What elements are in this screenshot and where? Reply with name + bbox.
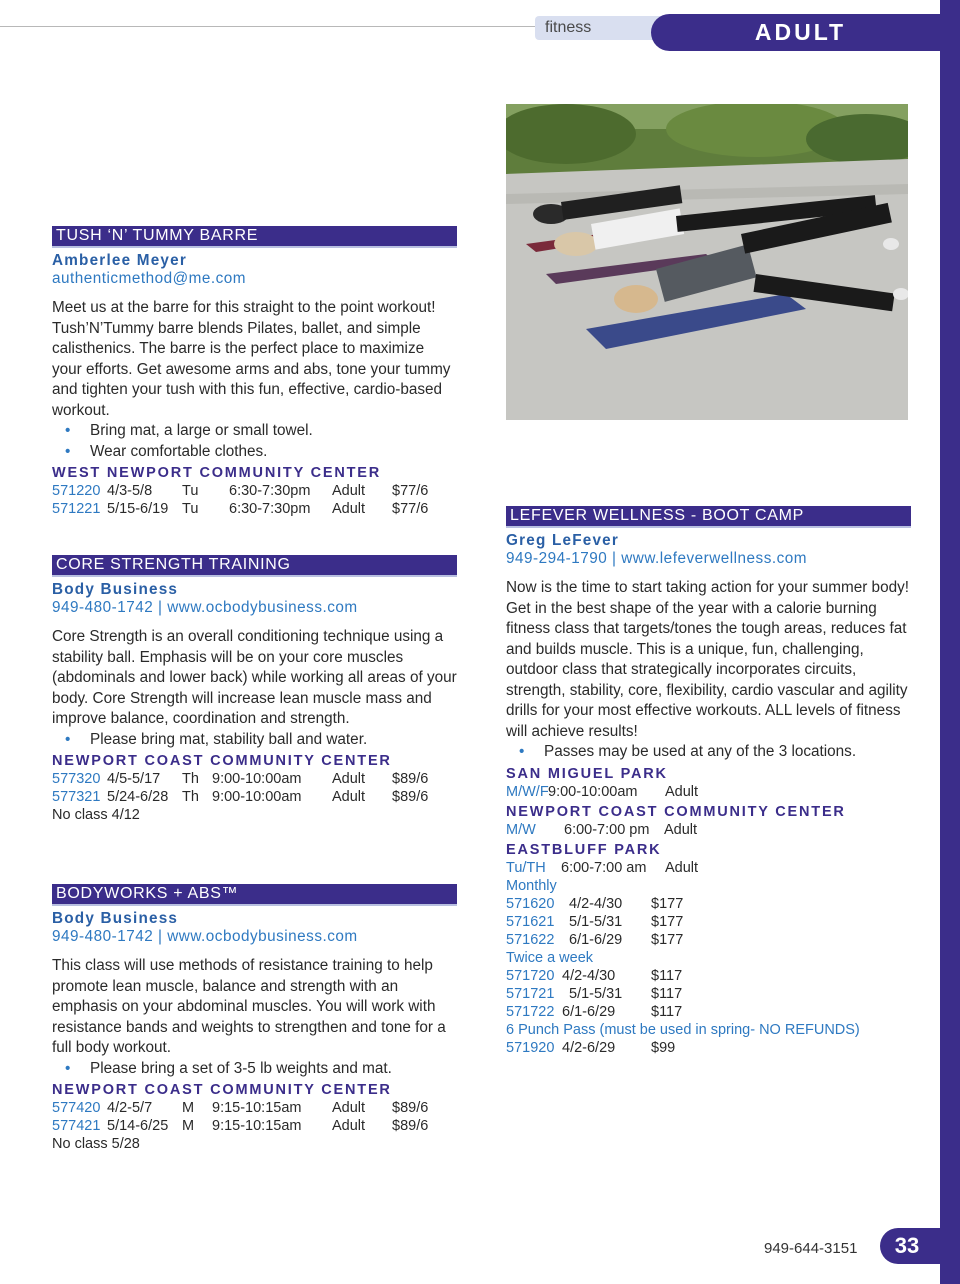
- class-fee: $89/6: [392, 1118, 429, 1134]
- tush-section: [52, 226, 457, 518]
- class-fee: $77/6: [392, 501, 429, 517]
- class-fee: $89/6: [392, 1100, 429, 1116]
- class-dates: 6/1-6/29: [569, 931, 623, 948]
- class-time: 9:00-10:00am: [212, 789, 302, 805]
- class-fee: $177: [651, 913, 684, 930]
- class-age: Adult: [332, 501, 366, 517]
- class-age: Adult: [332, 1100, 366, 1116]
- pricing-row: [506, 967, 911, 985]
- location-days: M/W: [506, 821, 536, 838]
- pricing-label: 6 Punch Pass (must be used in spring- NO REFUNDS): [506, 1021, 860, 1038]
- bullet-item: • Bring mat, a large or small towel.: [52, 421, 457, 442]
- section-title: LEFEVER WELLNESS - BOOT CAMP: [506, 506, 911, 528]
- class-time: 6:30-7:30pm: [229, 483, 311, 499]
- class-dates: 4/2-6/29: [562, 1039, 616, 1056]
- schedule-row: [52, 1117, 457, 1135]
- right-edge-bar: [940, 0, 960, 1284]
- class-code: 571720: [506, 967, 555, 984]
- location-age: Adult: [665, 783, 699, 800]
- location-name: EASTBLUFF PARK: [506, 841, 662, 858]
- location-schedule: [506, 783, 911, 801]
- class-dates: 5/14-6/25: [107, 1118, 169, 1134]
- location-age: Adult: [665, 859, 699, 876]
- section-title: BODYWORKS + ABS™: [52, 884, 457, 906]
- class-code: 571920: [506, 1039, 555, 1056]
- class-day: M: [182, 1100, 195, 1116]
- schedule-row: [52, 500, 457, 518]
- class-code: 571620: [506, 895, 555, 912]
- contact-info[interactable]: 949-294-1790 | www.lefeverwellness.com: [506, 550, 808, 567]
- schedule-row: [52, 788, 457, 806]
- description: Now is the time to start taking action for your summer body! Get in the best shape of the year with a calorie burning fitness class that targets/tones the tough areas, reduces fat and builds muscle. This is a unique, fun, challenging, outdoor class that strategically incorporates circuits, strength, stability, core, flexibility, cardio vascular and agility drills for your most effective workouts. ALL levels of fitness will achieve results!: [506, 579, 909, 740]
- class-code: 571621: [506, 913, 555, 930]
- class-note: No class 4/12: [52, 807, 140, 823]
- section-title: CORE STRENGTH TRAINING: [52, 555, 457, 577]
- contact-info[interactable]: authenticmethod@me.com: [52, 270, 247, 287]
- location-time: 6:00-7:00 am: [561, 859, 647, 876]
- pricing-label: Twice a week: [506, 949, 594, 966]
- class-note: No class 5/28: [52, 1136, 140, 1152]
- class-dates: 5/15-6/19: [107, 501, 169, 517]
- class-code: 577320: [52, 771, 101, 787]
- class-time: 6:30-7:30pm: [229, 501, 311, 517]
- location-time: 6:00-7:00 pm: [564, 821, 650, 838]
- bullet-item: • Please bring mat, stability ball and water.: [52, 730, 457, 751]
- class-dates: 5/1-5/31: [569, 985, 623, 1002]
- class-age: Adult: [332, 483, 366, 499]
- schedule-row: [52, 1099, 457, 1117]
- location-days: M/W/F: [506, 783, 549, 800]
- lefever-section: [506, 506, 911, 1057]
- description: Core Strength is an overall conditioning technique using a stability ball. Emphasis will be on your core muscles (abdominals and lower back) while working all areas of your body. Core Strength will increase lean muscle mass and improve balance, coordination and strength.: [52, 628, 457, 727]
- description: This class will use methods of resistance training to help promote lean muscle, balance and strength with an emphasis on your abdominal muscles. You will work with resistance bands and weights to strengthen and tone for a full body workout.: [52, 957, 446, 1056]
- instructor-name: Body Business: [52, 581, 179, 598]
- contact-info[interactable]: 949-480-1742 | www.ocbodybusiness.com: [52, 599, 358, 616]
- class-day: Th: [182, 789, 199, 805]
- location-name: NEWPORT COAST COMMUNITY CENTER: [52, 753, 392, 769]
- class-day: M: [182, 1118, 195, 1134]
- location-schedule: [506, 859, 911, 877]
- class-code: 571721: [506, 985, 555, 1002]
- pricing-row: [506, 913, 911, 931]
- location-days: Tu/TH: [506, 859, 546, 876]
- class-fee: $117: [651, 985, 683, 1002]
- class-photo: [506, 104, 908, 420]
- class-time: 9:15-10:15am: [212, 1118, 302, 1134]
- class-fee: $117: [651, 1003, 683, 1020]
- section-title: TUSH ‘N’ TUMMY BARRE: [52, 226, 457, 248]
- class-dates: 4/3-5/8: [107, 483, 153, 499]
- class-dates: 4/2-4/30: [569, 895, 623, 912]
- class-dates: 4/5-5/17: [107, 771, 161, 787]
- schedule-row: [52, 482, 457, 500]
- bullet-item: • Wear comfortable clothes.: [52, 442, 457, 463]
- class-fee: $89/6: [392, 789, 429, 805]
- schedule-row: [52, 770, 457, 788]
- footer-phone: 949-644-3151: [764, 1240, 858, 1257]
- pricing-row: [506, 1039, 911, 1057]
- class-dates: 5/1-5/31: [569, 913, 623, 930]
- class-code: 577420: [52, 1100, 101, 1116]
- class-age: Adult: [332, 1118, 366, 1134]
- class-day: Tu: [182, 483, 199, 499]
- photo-women-planking-icon: [506, 104, 908, 420]
- location-name: SAN MIGUEL PARK: [506, 765, 668, 782]
- class-fee: $117: [651, 967, 683, 984]
- instructor-name: Body Business: [52, 910, 179, 927]
- location-name: NEWPORT COAST COMMUNITY CENTER: [52, 1082, 392, 1098]
- bullet-item: • Please bring a set of 3-5 lb weights and mat.: [52, 1059, 457, 1080]
- pricing-row: [506, 985, 911, 1003]
- header-rule: [0, 26, 545, 27]
- pricing-label: Monthly: [506, 877, 557, 894]
- class-dates: 6/1-6/29: [562, 1003, 616, 1020]
- location-name: NEWPORT COAST COMMUNITY CENTER: [506, 803, 846, 820]
- instructor-name: Greg LeFever: [506, 532, 620, 549]
- location-name: WEST NEWPORT COMMUNITY CENTER: [52, 465, 382, 481]
- class-code: 577421: [52, 1118, 101, 1134]
- bodyworks-section: [52, 884, 457, 1153]
- pricing-row: [506, 1003, 911, 1021]
- section-tab: fitness: [535, 16, 665, 40]
- pricing-row: [506, 931, 911, 949]
- class-dates: 5/24-6/28: [107, 789, 169, 805]
- class-dates: 4/2-4/30: [562, 967, 616, 984]
- category-tab: ADULT: [651, 14, 940, 51]
- class-time: 9:15-10:15am: [212, 1100, 302, 1116]
- page-number: 33: [880, 1228, 942, 1264]
- class-day: Th: [182, 771, 199, 787]
- location-age: Adult: [664, 821, 698, 838]
- location-schedule: [506, 821, 911, 839]
- class-fee: $177: [651, 931, 684, 948]
- class-code: 571220: [52, 483, 101, 499]
- core-section: [52, 555, 457, 824]
- class-code: 577321: [52, 789, 101, 805]
- class-fee: $99: [651, 1039, 676, 1056]
- pricing-row: [506, 895, 911, 913]
- class-code: 571622: [506, 931, 555, 948]
- class-code: 571221: [52, 501, 101, 517]
- class-dates: 4/2-5/7: [107, 1100, 153, 1116]
- class-day: Tu: [182, 501, 199, 517]
- class-fee: $77/6: [392, 483, 429, 499]
- description: Meet us at the barre for this straight to the point workout! Tush’N’Tummy barre blends Pilates, ballet, and simple calisthenics. The barre is the perfect place to maximize your efforts. Get awesome arms and abs, tone your tummy and tighten your tush with this fun, effective, cardio-based workout.: [52, 299, 451, 419]
- class-age: Adult: [332, 789, 366, 805]
- class-fee: $89/6: [392, 771, 429, 787]
- class-fee: $177: [651, 895, 684, 912]
- bullet-item: • Passes may be used at any of the 3 locations.: [506, 742, 911, 763]
- class-age: Adult: [332, 771, 366, 787]
- class-time: 9:00-10:00am: [212, 771, 302, 787]
- class-code: 571722: [506, 1003, 555, 1020]
- instructor-name: Amberlee Meyer: [52, 252, 187, 269]
- location-time: 9:00-10:00am: [548, 783, 638, 800]
- contact-info[interactable]: 949-480-1742 | www.ocbodybusiness.com: [52, 928, 358, 945]
